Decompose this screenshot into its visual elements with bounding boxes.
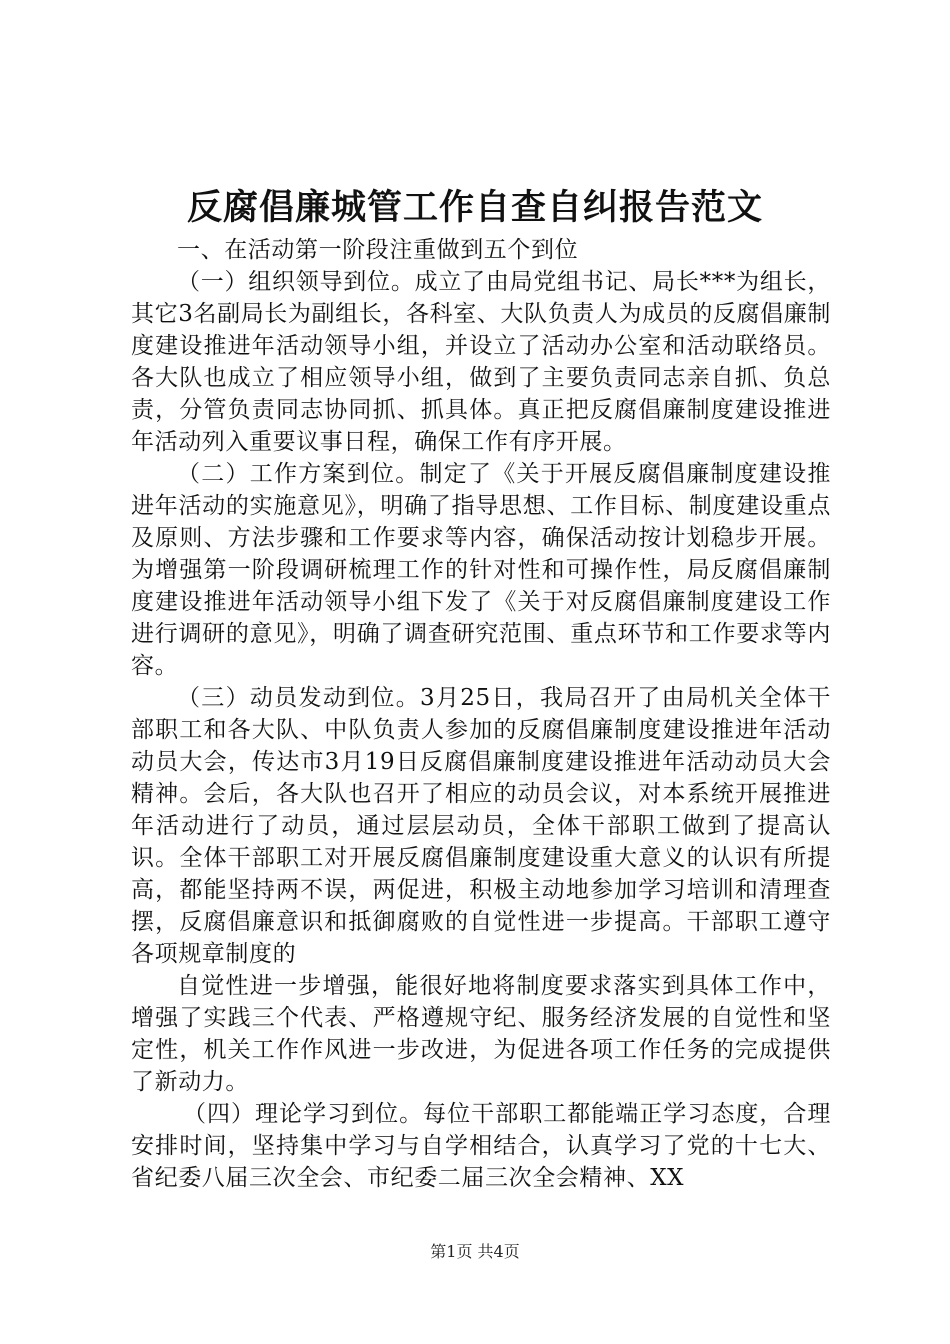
section-heading: 一、在活动第一阶段注重做到五个到位 (177, 237, 579, 263)
page-indicator: 第1页 共4页 (430, 1242, 520, 1261)
paragraph-mobilization: （三）动员发动到位。3月25日，我局召开了由局机关全体干部职工和各大队、中队负责人参加的反腐倡廉制度建设推进年活动动员大会，传达市3月19日反腐倡廉制度建设推进年活动动员大会精神。会后，各大队也召开了相应的动员会议，对本系统开展推进年活动进行了动员，通过层层动员，全体干部职工做到了提高认识。全体干部职工对开展反腐倡廉制度建设重大意义的认识有所提高，都能坚持两不误，两促进，积极主动地参加学习培训和清理查摆，反腐倡廉意识和抵御腐败的自觉性进一步提高。干部职工遵守各项规章制度的 (131, 685, 831, 967)
paragraph-theory-study: （四）理论学习到位。每位干部职工都能端正学习态度，合理安排时间，坚持集中学习与自学相结合，认真学习了党的十七大、省纪委八届三次全会、市纪委二届三次全会精神、XX (131, 1101, 831, 1191)
paragraph-continuation: 自觉性进一步增强，能很好地将制度要求落实到具体工作中，增强了实践三个代表、严格遵规守纪、服务经济发展的自觉性和坚定性，机关工作作风进一步改进，为促进各项工作任务的完成提供了新动力。 (131, 973, 831, 1095)
paragraph-work-plan: （二）工作方案到位。制定了《关于开展反腐倡廉制度建设推进年活动的实施意见》，明确了指导思想、工作目标、制度建设重点及原则、方法步骤和工作要求等内容，确保活动按计划稳步开展。为增强第一阶段调研梳理工作的针对性和可操作性，局反腐倡廉制度建设推进年活动领导小组下发了《关于对反腐倡廉制度建设工作进行调研的意见》，明确了调查研究范围、重点环节和工作要求等内容。 (131, 461, 831, 679)
page-title: 反腐倡廉城管工作自查自纠报告范文 (186, 187, 763, 228)
paragraph-organization: （一）组织领导到位。成立了由局党组书记、局长***为组长，其它3名副局长为副组长，各科室、大队负责人为成员的反腐倡廉制度建设推进年活动领导小组，并设立了活动办公室和活动联络员。各大队也成立了相应领导小组，做到了主要负责同志亲自抓、负总责，分管负责同志协同抓、抓具体。真正把反腐倡廉制度建设推进年活动列入重要议事日程，确保工作有序开展。 (131, 269, 831, 455)
document-body (131, 234, 831, 1194)
